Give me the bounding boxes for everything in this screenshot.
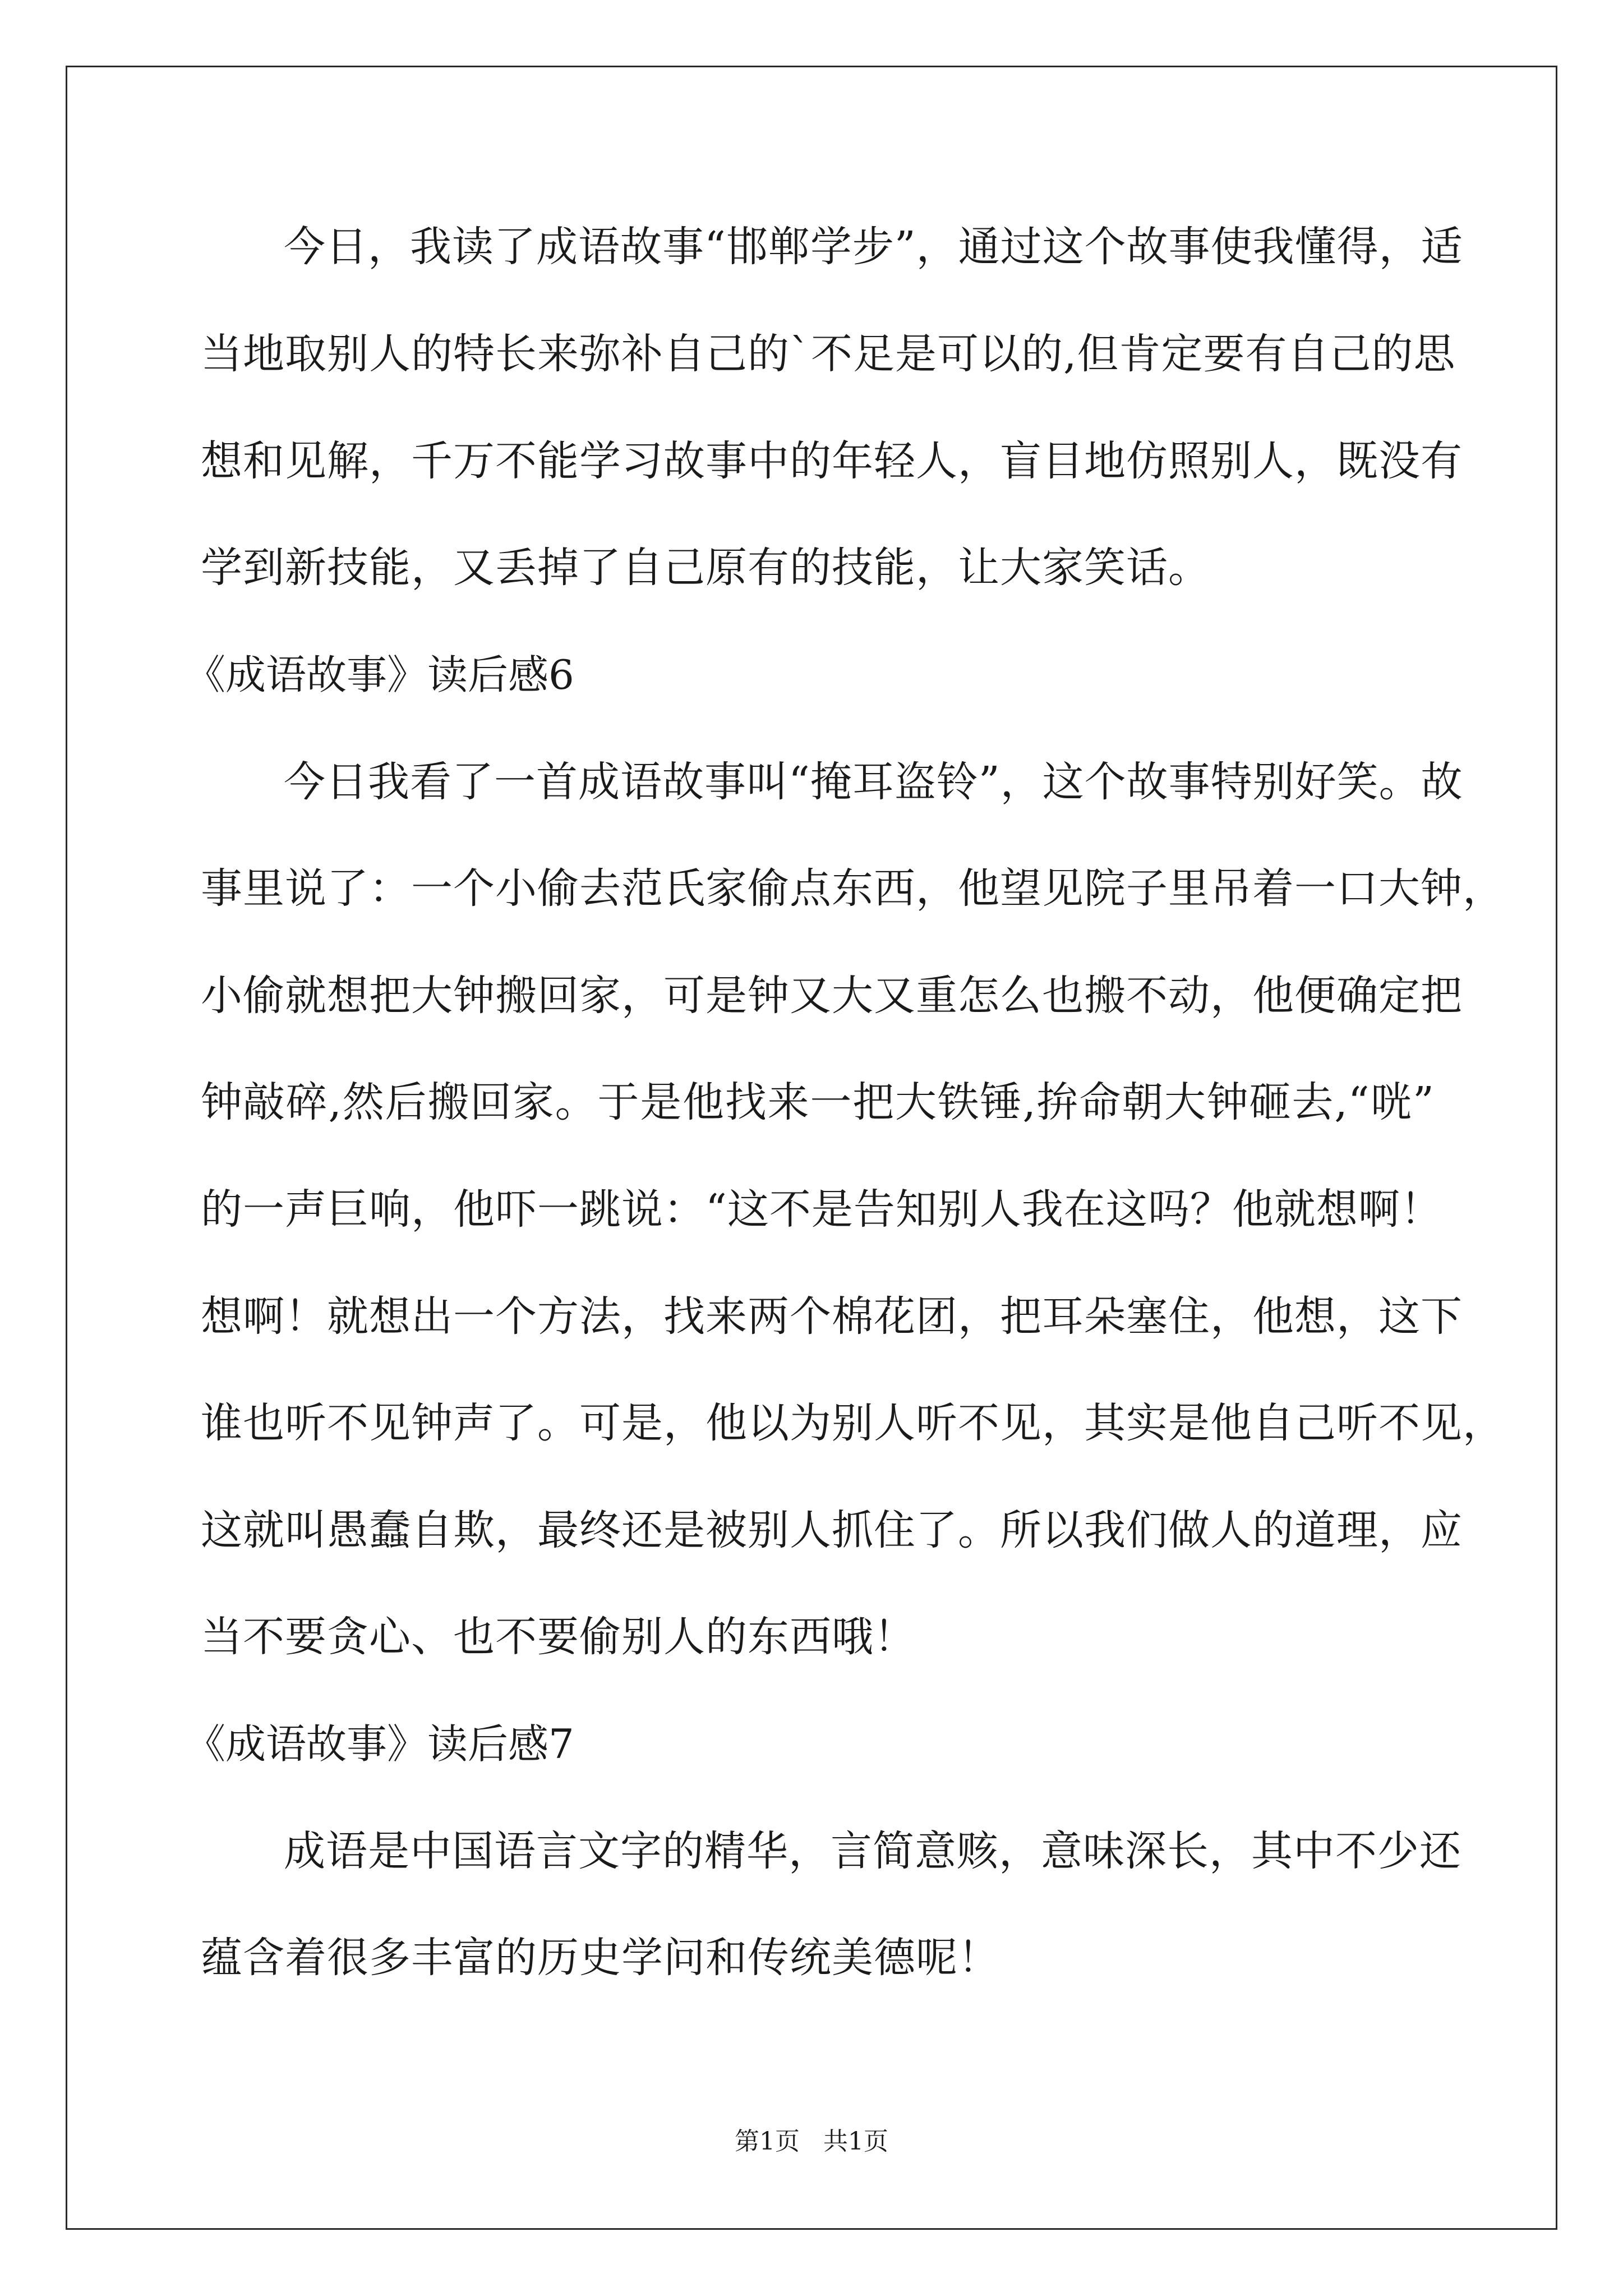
paragraph-line: 今日，我读了成语故事“邯郸学步”，通过这个故事使我懂得，适 (284, 223, 1463, 271)
page-border (66, 66, 1557, 2230)
paragraph-line: 当地取别人的特长来弥补自己的`不足是可以的,但肯定要有自己的思 (201, 330, 1456, 378)
page-footer: 第1页 共1页 (735, 2127, 888, 2156)
paragraph-line: 小偷就想把大钟搬回家，可是钟又大又重怎么也搬不动，他便确定把 (201, 972, 1463, 1020)
paragraph-line: 事里说了：一个小偷去范氏家偷点东西，他望见院子里吊着一口大钟， (201, 864, 1505, 913)
paragraph-line: 这就叫愚蠢自欺，最终还是被别人抓住了。所以我们做人的道理，应 (201, 1506, 1463, 1554)
paragraph-line: 今日我看了一首成语故事叫“掩耳盗铃”，这个故事特别好笑。故 (284, 758, 1463, 806)
section-heading: 《成语故事》读后感7 (185, 1720, 574, 1768)
paragraph-line: 的一声巨响，他吓一跳说：“这不是告知别人我在这吗？他就想啊！ (201, 1185, 1442, 1234)
paragraph-line: 学到新技能，又丢掉了自己原有的技能，让大家笑话。 (201, 544, 1210, 592)
section-heading: 《成语故事》读后感6 (185, 651, 574, 698)
paragraph-line: 钟敲碎,然后搬回家。于是他找来一把大铁锤,拚命朝大钟砸去,“咣” (201, 1078, 1435, 1126)
paragraph-line: 想和见解，千万不能学习故事中的年轻人，盲目地仿照别人，既没有 (201, 437, 1463, 485)
paragraph-line: 成语是中国语言文字的精华，言简意赅，意味深长，其中不少还 (284, 1827, 1461, 1875)
paragraph-line: 蕴含着很多丰富的历史学问和传统美德呢！ (201, 1934, 1000, 1982)
paragraph-line: 谁也听不见钟声了。可是，他以为别人听不见，其实是他自己听不见， (201, 1399, 1505, 1447)
paragraph-line: 当不要贪心、也不要偷别人的东西哦！ (201, 1613, 916, 1661)
paragraph-line: 想啊！就想出一个方法，找来两个棉花团，把耳朵塞住，他想，这下 (201, 1292, 1463, 1341)
